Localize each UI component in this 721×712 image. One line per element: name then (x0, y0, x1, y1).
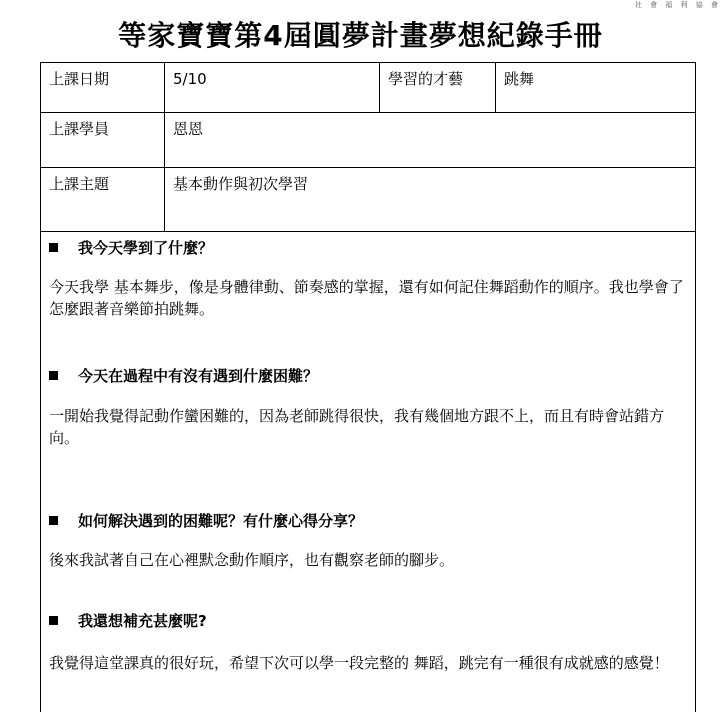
student-value: 恩恩 (164, 113, 695, 167)
question-4-text: 我還想補充甚麼呢? (78, 612, 207, 630)
answer-3: 後來我試著自己在心裡默念動作順序，也有觀察老師的腳步。 (49, 551, 455, 569)
student-label: 上課學員 (49, 120, 110, 138)
date-row (41, 63, 695, 113)
student-row (41, 113, 695, 168)
question-3-text: 如何解決遇到的困難呢？有什麼心得分享？ (78, 512, 364, 530)
page-title: 等家寶寶第4屆圓夢計畫夢想紀錄手冊 (118, 19, 603, 52)
answer-1: 今天我學 基本舞步，像是身體律動、節奏感的掌握，還有如何記住舞蹈動作的順序。我也學會了怎麼跟著音樂節拍跳舞。 (49, 278, 684, 318)
talent-value: 跳舞 (495, 63, 695, 112)
answer-2: 一開始我覺得記動作蠻困難的，因為老師跳得很快，我有幾個地方跟不上，而且有時會站錯方向。 (49, 407, 665, 447)
square-bullet-icon (49, 616, 58, 625)
topic-label: 上課主題 (49, 175, 110, 193)
organization-header: 社 會 福 利 協 會 (634, 1, 721, 9)
date-value: 5/10 (164, 63, 379, 112)
question-1-text: 我今天學到了什麼？ (78, 239, 214, 257)
question-4 (49, 610, 207, 631)
question-2-text: 今天在過程中有沒有遇到什麼困難？ (78, 367, 319, 385)
answer-4: 我覺得這堂課真的很好玩，希望下次可以學一段完整的 舞蹈，跳完有一種很有成就感的感覺！ (49, 654, 669, 672)
question-3 (49, 510, 363, 531)
square-bullet-icon (49, 371, 58, 380)
square-bullet-icon (49, 243, 58, 252)
question-2 (49, 365, 318, 386)
square-bullet-icon (49, 516, 58, 525)
topic-row (41, 168, 695, 232)
talent-label: 學習的才藝 (379, 63, 495, 112)
record-sheet (40, 62, 696, 712)
date-label: 上課日期 (49, 70, 110, 88)
question-1 (49, 237, 213, 258)
topic-value: 基本動作與初次學習 (164, 168, 695, 231)
